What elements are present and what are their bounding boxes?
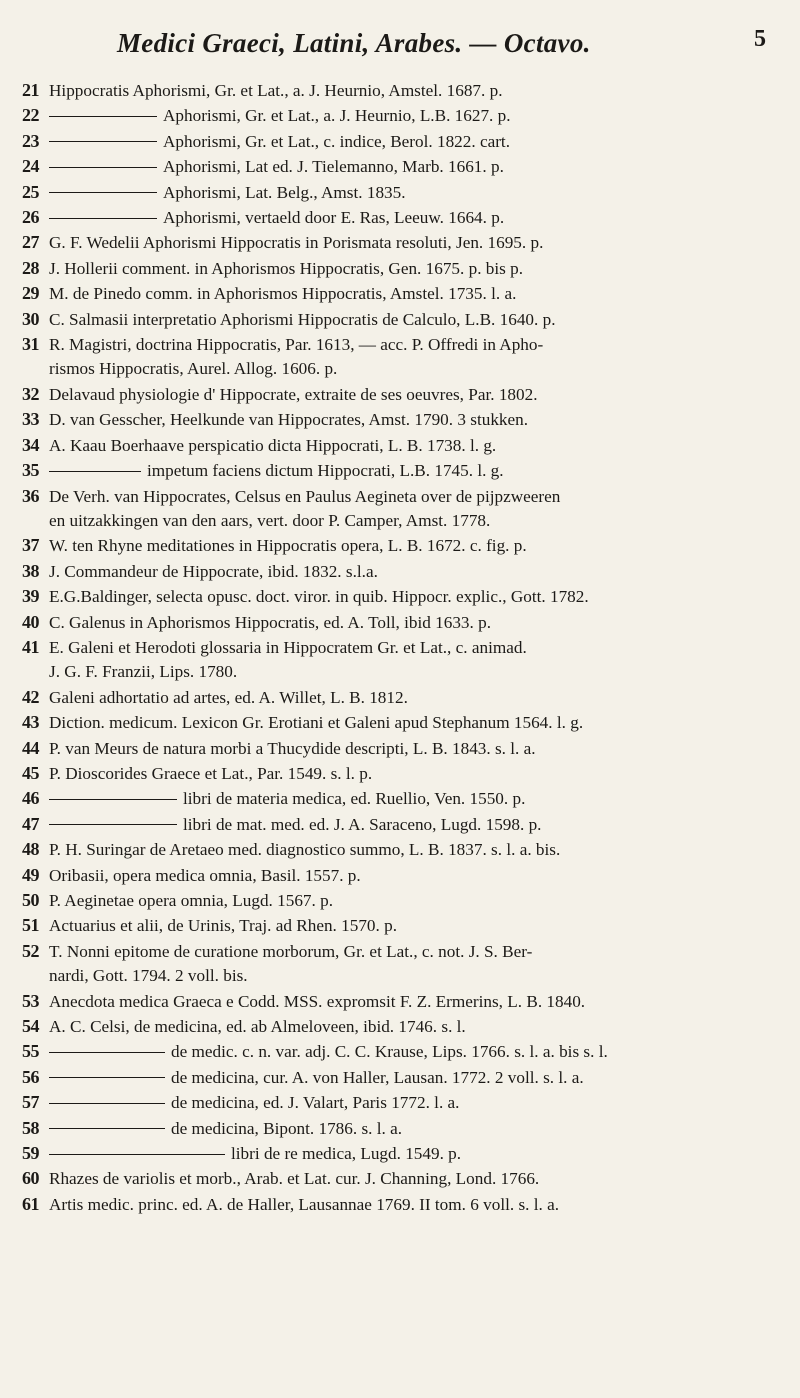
entry-line-text: de medicina, Bipont. 1786. s. l. a.	[171, 1118, 403, 1138]
entry-line	[49, 864, 780, 888]
catalogue-entry	[22, 78, 780, 103]
entry-line-text: G. F. Wedelii Aphorismi Hippocratis in Porismata resoluti, Jen. 1695. p.	[49, 233, 544, 253]
entry-text	[49, 889, 780, 913]
entry-line-text: Actuarius et alii, de Urinis, Traj. ad Rhen. 1570. p.	[49, 916, 398, 936]
entry-text	[49, 1091, 780, 1115]
entry-line-text: P. Aeginetae opera omnia, Lugd. 1567. p.	[49, 891, 334, 910]
catalogue-entry	[22, 332, 780, 382]
entry-text	[49, 864, 780, 888]
catalogue-entry	[22, 533, 780, 558]
entry-text	[49, 636, 780, 685]
entry-text	[49, 282, 780, 306]
entry-number: 54	[22, 1016, 39, 1037]
entry-line	[49, 1167, 780, 1191]
entry-number: 58	[22, 1117, 39, 1138]
entry-line-text: E. Galeni et Herodoti glossaria in Hippocratem Gr. et Lat., c. animad.	[49, 637, 527, 657]
entry-number: 47	[22, 813, 39, 834]
entry-number: 53	[22, 990, 39, 1011]
entry-line-text: Aphorismi, Gr. et Lat., a. J. Heurnio, L.B. 1627. p.	[163, 106, 511, 126]
entry-line-text: libri de materia medica, ed. Ruellio, Ven. 1550. p.	[183, 789, 526, 809]
catalogue-entry	[22, 786, 780, 811]
entry-line	[49, 1040, 780, 1064]
entry-number: 35	[22, 460, 39, 481]
entry-line	[49, 308, 780, 332]
entry-number: 29	[22, 283, 39, 304]
catalogue-entry	[22, 433, 780, 458]
entry-line-text: Rhazes de variolis et morb., Arab. et Lat. cur. J. Channing, Lond. 1766.	[49, 1169, 540, 1189]
entry-line-text: Aphorismi, Lat ed. J. Tielemanno, Marb. 1661. p.	[163, 157, 504, 177]
entry-text	[49, 1015, 780, 1039]
entry-line	[49, 686, 780, 710]
catalogue-entry	[22, 710, 780, 735]
entry-line	[49, 408, 780, 432]
entry-text	[49, 206, 780, 230]
entry-line-text: P. van Meurs de natura morbi a Thucydide descripti, L. B. 1843. s. l. a.	[49, 738, 536, 758]
entry-number: 39	[22, 586, 39, 607]
entry-line-text: libri de mat. med. ed. J. A. Saraceno, Lugd. 1598. p.	[183, 814, 542, 834]
catalogue-entry	[22, 256, 780, 281]
entry-line	[49, 459, 780, 483]
entry-line	[49, 990, 780, 1014]
catalogue-entry	[22, 913, 780, 938]
entry-line	[49, 914, 780, 938]
entry-line	[49, 357, 780, 381]
entry-number: 56	[22, 1066, 39, 1087]
entry-text	[49, 155, 780, 179]
entry-text	[49, 560, 780, 584]
ditto-rule	[49, 1077, 165, 1078]
ditto-rule	[49, 116, 157, 117]
entry-text	[49, 459, 780, 483]
entry-line-text: P. H. Suringar de Aretaeo med. diagnostico summo, L. B. 1837. s. l. a. bis.	[49, 840, 561, 860]
entry-line	[49, 737, 780, 761]
page-number: 5	[754, 26, 766, 52]
entry-line	[49, 838, 780, 862]
entry-text	[49, 534, 780, 558]
catalogue-entry	[22, 180, 780, 205]
entry-number: 55	[22, 1041, 39, 1062]
catalogue-entry	[22, 635, 780, 685]
entry-line	[49, 434, 780, 458]
entry-text	[49, 333, 780, 382]
catalogue-entry	[22, 863, 780, 888]
entry-number: 34	[22, 434, 39, 455]
entry-text	[49, 104, 780, 128]
entry-number: 48	[22, 839, 39, 860]
ditto-rule	[49, 192, 157, 193]
catalogue-entry	[22, 685, 780, 710]
entry-text	[49, 585, 780, 609]
catalogue-entry	[22, 407, 780, 432]
entry-line-text: J. G. F. Franzii, Lips. 1780.	[49, 662, 238, 682]
entry-line	[49, 813, 780, 837]
catalogue-entry	[22, 1014, 780, 1039]
entry-line-text: D. van Gesscher, Heelkunde van Hippocrates, Amst. 1790. 3 stukken.	[49, 410, 529, 430]
entry-line-text: M. de Pinedo comm. in Aphorismos Hippocratis, Amstel. 1735. l. a.	[49, 284, 517, 304]
entry-text	[49, 181, 780, 205]
entry-text	[49, 686, 780, 710]
entry-number: 21	[22, 80, 39, 100]
entry-line-text: rismos Hippocratis, Aurel. Allog. 1606. p.	[49, 359, 338, 379]
entry-line	[49, 155, 780, 179]
running-head: Medici Graeci, Latini, Arabes. — Octavo.	[117, 28, 591, 58]
entry-text	[49, 838, 780, 862]
ditto-rule	[49, 471, 141, 472]
entry-text	[49, 308, 780, 332]
entry-number: 51	[22, 915, 39, 936]
entry-text	[49, 485, 780, 534]
entry-line-text: Hippocratis Aphorismi, Gr. et Lat., a. J. Heurnio, Amstel. 1687. p.	[49, 81, 503, 100]
entry-text	[49, 130, 780, 154]
catalogue-entry	[22, 205, 780, 230]
entry-text	[49, 940, 780, 989]
entry-line-text: W. ten Rhyne meditationes in Hippocratis opera, L. B. 1672. c. fig. p.	[49, 536, 527, 556]
entry-text	[49, 711, 780, 735]
entry-line-text: Galeni adhortatio ad artes, ed. A. Willet, L. B. 1812.	[49, 687, 408, 707]
entry-line-text: R. Magistri, doctrina Hippocratis, Par. 1613, — acc. P. Offredi in Apho-	[49, 335, 544, 355]
entry-line	[49, 660, 780, 684]
entry-number: 25	[22, 181, 39, 202]
entry-line	[49, 1091, 780, 1115]
ditto-rule	[49, 218, 157, 219]
entry-text	[49, 1040, 780, 1064]
ditto-rule	[49, 1154, 225, 1155]
entry-line-text: impetum faciens dictum Hippocrati, L.B. 1745. l. g.	[147, 461, 504, 481]
entry-text	[49, 383, 780, 407]
entry-number: 49	[22, 864, 39, 885]
catalogue-entry	[22, 584, 780, 609]
entry-number: 32	[22, 383, 39, 404]
entry-number: 22	[22, 105, 39, 126]
entry-line-text: A. Kaau Boerhaave perspicatio dicta Hippocrati, L. B. 1738. l. g.	[49, 435, 497, 455]
entry-text	[49, 231, 780, 255]
entry-number: 36	[22, 485, 39, 506]
entry-line-text: P. Dioscorides Graece et Lat., Par. 1549. s. l. p.	[49, 763, 373, 783]
entry-number: 27	[22, 232, 39, 253]
entry-number: 24	[22, 156, 39, 177]
entry-line	[49, 1193, 780, 1217]
entry-line-text: de medic. c. n. var. adj. C. C. Krause, Lips. 1766. s. l. a. bis s. l.	[171, 1042, 608, 1062]
catalogue-entry	[22, 103, 780, 128]
entry-number: 31	[22, 334, 39, 355]
entry-line	[49, 79, 780, 103]
entry-text	[49, 1066, 780, 1090]
catalogue-entry	[22, 458, 780, 483]
entry-line	[49, 282, 780, 306]
entry-line-text: de medicina, cur. A. von Haller, Lausan. 1772. 2 voll. s. l. a.	[171, 1067, 584, 1087]
entry-number: 23	[22, 130, 39, 151]
entry-line	[49, 509, 780, 533]
entry-number: 61	[22, 1193, 39, 1214]
catalogue-entry	[22, 761, 780, 786]
entry-text	[49, 762, 780, 786]
ditto-rule	[49, 1128, 165, 1129]
catalogue-entry	[22, 1116, 780, 1141]
entry-line-text: Anecdota medica Graeca e Codd. MSS. expromsit F. Z. Ermerins, L. B. 1840.	[49, 991, 586, 1011]
entry-line	[49, 889, 780, 913]
entry-line-text: en uitzakkingen van den aars, vert. door P. Camper, Amst. 1778.	[49, 510, 491, 530]
entry-line	[49, 333, 780, 357]
entry-text	[49, 79, 780, 103]
entry-line	[49, 1015, 780, 1039]
catalogue-entry	[22, 989, 780, 1014]
ditto-rule	[49, 141, 157, 142]
entry-line	[49, 585, 780, 609]
entry-text	[49, 737, 780, 761]
catalogue-entry	[22, 154, 780, 179]
entry-line-text: nardi, Gott. 1794. 2 voll. bis.	[49, 966, 248, 986]
catalogue-entry	[22, 382, 780, 407]
entry-text	[49, 611, 780, 635]
entry-line	[49, 560, 780, 584]
entry-line-text: Aphorismi, Lat. Belg., Amst. 1835.	[163, 182, 406, 202]
entry-line-text: de medicina, ed. J. Valart, Paris 1772. l. a.	[171, 1093, 460, 1113]
entry-line	[49, 181, 780, 205]
entry-line-text: Aphorismi, vertaeld door E. Ras, Leeuw. 1664. p.	[163, 208, 505, 228]
catalogue-entries	[22, 78, 780, 1217]
entry-line	[49, 257, 780, 281]
entry-line-text: Diction. medicum. Lexicon Gr. Erotiani et Galeni apud Stephanum 1564. l. g.	[49, 713, 584, 733]
entry-line	[49, 104, 780, 128]
entry-number: 33	[22, 409, 39, 430]
entry-line	[49, 964, 780, 988]
entry-line-text: De Verh. van Hippocrates, Celsus en Paulus Aegineta over de pijpzweeren	[49, 486, 561, 506]
entry-text	[49, 787, 780, 811]
entry-number: 26	[22, 207, 39, 228]
entry-number: 59	[22, 1143, 39, 1164]
entry-line-text: Oribasii, opera medica omnia, Basil. 1557. p.	[49, 865, 361, 885]
entry-text	[49, 408, 780, 432]
entry-line-text: Artis medic. princ. ed. A. de Haller, Lausannae 1769. II tom. 6 voll. s. l. a.	[49, 1194, 560, 1214]
entry-line	[49, 787, 780, 811]
catalogue-entry	[22, 559, 780, 584]
entry-number: 46	[22, 788, 39, 809]
entry-line	[49, 206, 780, 230]
entry-number: 50	[22, 890, 39, 910]
catalogue-entry	[22, 281, 780, 306]
catalogue-entry	[22, 129, 780, 154]
entry-number: 41	[22, 636, 39, 657]
catalogue-entry	[22, 1192, 780, 1217]
catalogue-entry	[22, 1166, 780, 1191]
entry-line-text: Aphorismi, Gr. et Lat., c. indice, Berol. 1822. cart.	[163, 131, 511, 151]
catalogue-entry	[22, 939, 780, 989]
entry-number: 45	[22, 762, 39, 783]
entry-line-text: C. Galenus in Aphorismos Hippocratis, ed. A. Toll, ibid 1633. p.	[49, 612, 491, 632]
entry-line	[49, 636, 780, 660]
entry-number: 28	[22, 257, 39, 278]
entry-number: 57	[22, 1092, 39, 1113]
ditto-rule	[49, 1103, 165, 1104]
entry-number: 30	[22, 308, 39, 329]
catalogue-entry	[22, 837, 780, 862]
entry-text	[49, 434, 780, 458]
catalogue-entry	[22, 230, 780, 255]
entry-text	[49, 990, 780, 1014]
entry-number: 60	[22, 1168, 39, 1189]
entry-line	[49, 611, 780, 635]
ditto-rule	[49, 799, 177, 800]
catalogue-entry	[22, 812, 780, 837]
catalogue-entry	[22, 1065, 780, 1090]
entry-number: 44	[22, 737, 39, 758]
entry-text	[49, 1167, 780, 1191]
catalogue-entry	[22, 307, 780, 332]
entry-line-text: A. C. Celsi, de medicina, ed. ab Almeloveen, ibid. 1746. s. l.	[49, 1017, 466, 1037]
entry-line	[49, 711, 780, 735]
entry-line	[49, 534, 780, 558]
ditto-rule	[49, 824, 177, 825]
entry-number: 52	[22, 940, 39, 961]
catalogue-entry	[22, 610, 780, 635]
entry-line-text: T. Nonni epitome de curatione morborum, Gr. et Lat., c. not. J. S. Ber-	[49, 941, 533, 961]
entry-number: 42	[22, 686, 39, 707]
entry-text	[49, 813, 780, 837]
entry-text	[49, 1193, 780, 1217]
catalogue-entry	[22, 1141, 780, 1166]
ditto-rule	[49, 167, 157, 168]
entry-line	[49, 1117, 780, 1141]
entry-line-text: J. Hollerii comment. in Aphorismos Hippocratis, Gen. 1675. p. bis p.	[49, 258, 524, 278]
entry-line	[49, 231, 780, 255]
entry-text	[49, 257, 780, 281]
entry-line-text: Delavaud physiologie d' Hippocrate, extraite de ses oeuvres, Par. 1802.	[49, 384, 538, 404]
entry-line	[49, 383, 780, 407]
entry-line	[49, 762, 780, 786]
entry-line-text: E.G.Baldinger, selecta opusc. doct. viror. in quib. Hippocr. explic., Gott. 1782.	[49, 587, 589, 607]
ditto-rule	[49, 1052, 165, 1053]
entry-text	[49, 914, 780, 938]
entry-line-text: libri de re medica, Lugd. 1549. p.	[231, 1144, 462, 1164]
catalogue-entry	[22, 1090, 780, 1115]
entry-line	[49, 940, 780, 964]
entry-number: 38	[22, 560, 39, 581]
entry-number: 40	[22, 611, 39, 632]
entry-line	[49, 130, 780, 154]
entry-number: 43	[22, 712, 39, 733]
entry-text	[49, 1117, 780, 1141]
catalogue-entry	[22, 1039, 780, 1064]
entry-line-text: J. Commandeur de Hippocrate, ibid. 1832. s.l.a.	[49, 561, 378, 581]
entry-line	[49, 1142, 780, 1166]
entry-text	[49, 1142, 780, 1166]
catalogue-entry	[22, 484, 780, 534]
entry-line	[49, 485, 780, 509]
entry-line-text: C. Salmasii interpretatio Aphorismi Hippocratis de Calculo, L.B. 1640. p.	[49, 309, 556, 329]
entry-number: 37	[22, 535, 39, 556]
entry-line	[49, 1066, 780, 1090]
page-header	[22, 26, 780, 78]
catalogue-entry	[22, 888, 780, 913]
catalogue-entry	[22, 736, 780, 761]
